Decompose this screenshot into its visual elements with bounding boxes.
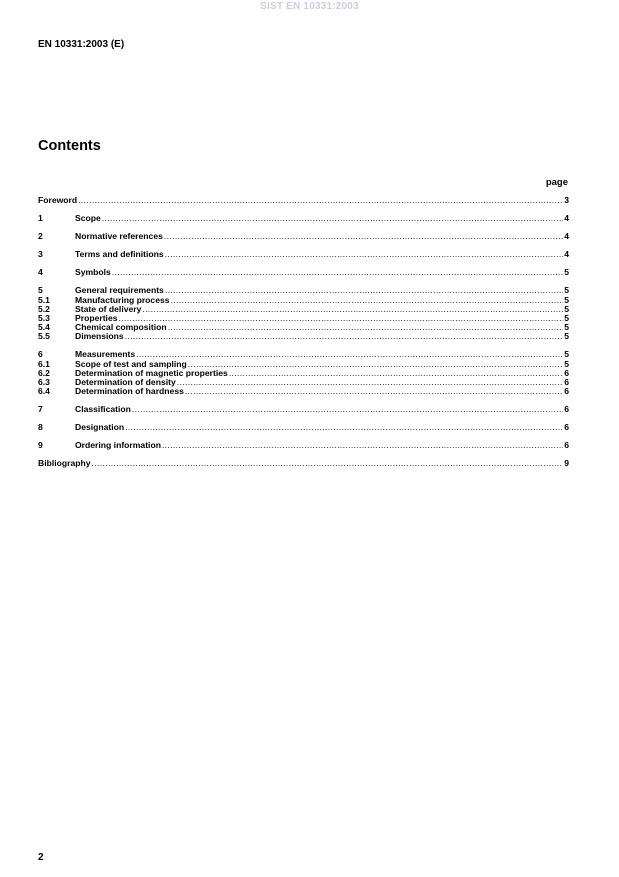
toc-entry-page: 5 bbox=[564, 358, 569, 369]
dot-leader bbox=[188, 360, 563, 369]
toc-entry-page: 6 bbox=[564, 386, 569, 397]
dot-leader bbox=[112, 268, 563, 277]
toc-entry-page: 5 bbox=[564, 349, 569, 360]
toc-entry-number: 5.1 bbox=[38, 294, 50, 305]
toc-entry-page: 5 bbox=[564, 285, 569, 296]
toc-entry-number: 5.3 bbox=[38, 312, 50, 323]
toc-entry-number: 5.5 bbox=[38, 331, 50, 342]
contents-heading: Contents bbox=[38, 138, 101, 154]
dot-leader bbox=[125, 423, 563, 432]
toc-entry[interactable] bbox=[38, 423, 569, 432]
toc-entry-page: 4 bbox=[564, 249, 569, 260]
dot-leader bbox=[164, 232, 563, 241]
toc-entry-number: 6 bbox=[38, 349, 43, 360]
toc-entry-page: 3 bbox=[564, 194, 569, 205]
toc-entry[interactable] bbox=[38, 405, 569, 414]
toc-entry-title: Classification bbox=[75, 404, 131, 415]
toc-entry[interactable] bbox=[38, 387, 569, 396]
toc-entry-number: 6.3 bbox=[38, 376, 50, 387]
watermark: SIST EN 10331:2003 bbox=[260, 1, 359, 12]
page-number: 2 bbox=[38, 852, 44, 863]
dot-leader bbox=[78, 196, 563, 205]
toc-entry-number: 5 bbox=[38, 285, 43, 296]
toc-entry-number: 5.4 bbox=[38, 322, 50, 333]
toc-entry-page: 6 bbox=[564, 422, 569, 433]
toc-entry-page: 5 bbox=[564, 331, 569, 342]
toc-entry-bibliography[interactable] bbox=[38, 459, 569, 468]
toc-entry-number: 1 bbox=[38, 213, 43, 224]
dot-leader bbox=[119, 314, 564, 323]
toc-entry-title: Chemical composition bbox=[75, 322, 167, 333]
toc-entry-title: Ordering information bbox=[75, 440, 161, 451]
dot-leader bbox=[229, 369, 563, 378]
toc-entry-title: State of delivery bbox=[75, 303, 142, 314]
toc-entry-number: 2 bbox=[38, 231, 43, 242]
toc-entry-page: 5 bbox=[564, 312, 569, 323]
toc-entry-number: 3 bbox=[38, 249, 43, 260]
toc-entry-title: Properties bbox=[75, 312, 118, 323]
toc-entry-title: General requirements bbox=[75, 285, 164, 296]
toc-entry-title: Measurements bbox=[75, 349, 136, 360]
toc-entry-page: 5 bbox=[564, 322, 569, 333]
dot-leader bbox=[165, 250, 564, 259]
toc-entry-title: Dimensions bbox=[75, 331, 124, 342]
toc-entry-page: 4 bbox=[564, 213, 569, 224]
dot-leader bbox=[132, 405, 563, 414]
toc-entry-title: Determination of density bbox=[75, 376, 176, 387]
dot-leader bbox=[165, 286, 563, 295]
toc-entry-page: 9 bbox=[564, 458, 569, 469]
toc-entry-title: Designation bbox=[75, 422, 125, 433]
toc-entry-title: Terms and definitions bbox=[75, 249, 164, 260]
dot-leader bbox=[185, 387, 563, 396]
toc-entry-page: 5 bbox=[564, 303, 569, 314]
dot-leader bbox=[92, 459, 564, 468]
toc-entry-number: 4 bbox=[38, 267, 43, 278]
dot-leader bbox=[142, 305, 563, 314]
toc-entry[interactable] bbox=[38, 441, 569, 450]
toc-entry-number: 5.2 bbox=[38, 303, 50, 314]
toc-entry-page: 6 bbox=[564, 404, 569, 415]
toc-entry-number: 6.2 bbox=[38, 367, 50, 378]
toc-entry-page: 6 bbox=[564, 376, 569, 387]
toc-entry[interactable] bbox=[38, 250, 569, 259]
toc-entry-page: 4 bbox=[564, 231, 569, 242]
toc-entry-number: 8 bbox=[38, 422, 43, 433]
toc-entry-title: Determination of magnetic properties bbox=[75, 367, 228, 378]
toc-entry-title: Foreword bbox=[38, 194, 78, 205]
toc-entry-page: 6 bbox=[564, 367, 569, 378]
toc-entry-number: 6.1 bbox=[38, 358, 50, 369]
page-column-label: page bbox=[545, 177, 568, 188]
toc-entry-title: Manufacturing process bbox=[75, 294, 170, 305]
dot-leader bbox=[168, 323, 564, 332]
toc-entry-page: 5 bbox=[564, 294, 569, 305]
document-id: EN 10331:2003 (E) bbox=[38, 39, 125, 50]
toc-entry[interactable] bbox=[38, 268, 569, 277]
toc-entry[interactable] bbox=[38, 214, 569, 223]
dot-leader bbox=[125, 332, 564, 341]
toc-entry[interactable] bbox=[38, 232, 569, 241]
toc-entry-title: Scope of test and sampling bbox=[75, 358, 187, 369]
dot-leader bbox=[171, 296, 564, 305]
dot-leader bbox=[162, 441, 563, 450]
toc-entry-number: 9 bbox=[38, 440, 43, 451]
toc-entry-title: Bibliography bbox=[38, 458, 91, 469]
toc-entry-title: Normative references bbox=[75, 231, 163, 242]
toc-entry-number: 7 bbox=[38, 404, 43, 415]
dot-leader bbox=[177, 378, 563, 387]
toc-entry-title: Symbols bbox=[75, 267, 111, 278]
toc-entry-page: 6 bbox=[564, 440, 569, 451]
toc-entry-title: Determination of hardness bbox=[75, 386, 184, 397]
dot-leader bbox=[136, 350, 563, 359]
toc-entry-page: 5 bbox=[564, 267, 569, 278]
table-of-contents bbox=[38, 196, 569, 469]
toc-entry[interactable] bbox=[38, 332, 569, 341]
toc-entry-foreword[interactable] bbox=[38, 196, 569, 205]
toc-entry-number: 6.4 bbox=[38, 386, 50, 397]
toc-entry-title: Scope bbox=[75, 213, 101, 224]
dot-leader bbox=[102, 214, 563, 223]
